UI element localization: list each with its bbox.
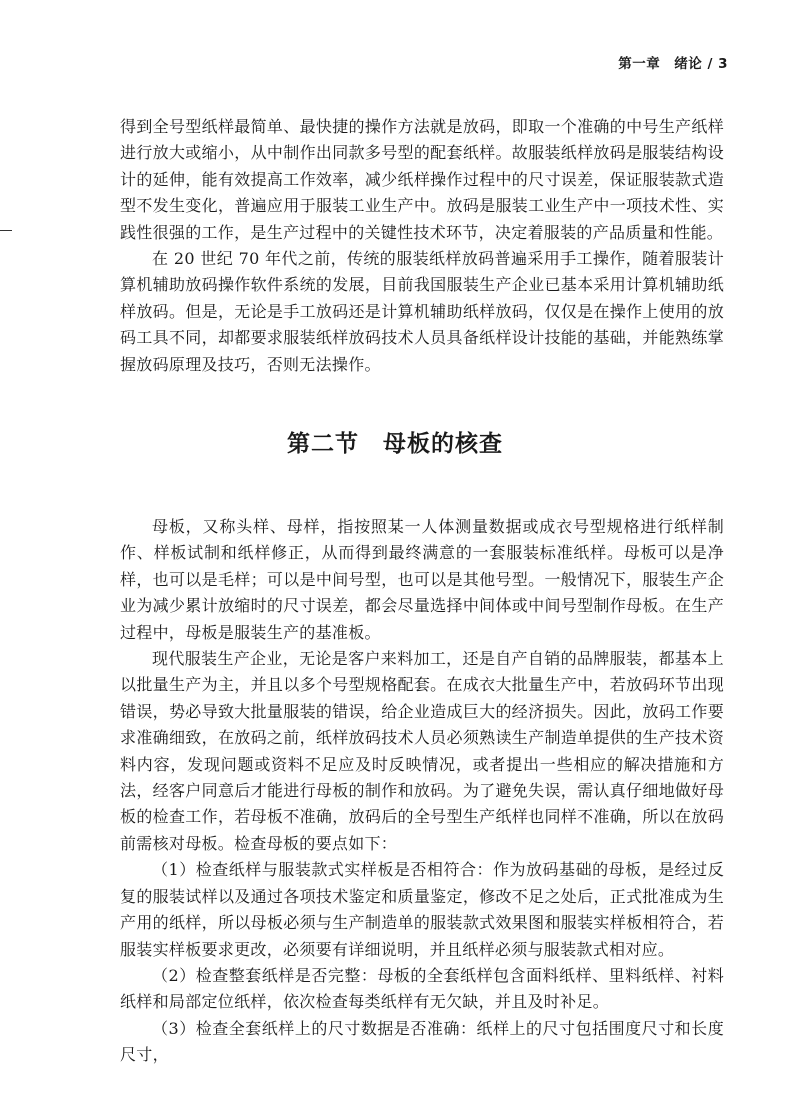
paragraph: 现代服装生产企业，无论是客户来料加工，还是自产自销的品牌服装，都基本上以批量生产为主，并且以多个号型规格配套。在成衣大批量生产中，若放码环节出现错误，势必导致大批量服装的错误，给企业造成巨大的经济损失。因此，放码工作要求准确细致，在放码之前，纸样放码技术人员必须熟读生产制造单提供的生产技术资料内容，发现问题或资料不足应及时反映情况，或者提出一些相应的解决措施和方法，经客户同意后才能进行母板的制作和放码。为了避免失误，需认真仔细地做好母板的检查工作，若母板不准确，放码后的全号型生产纸样也同样不准确，所以在放码前需核对母板。检查母板的要点如下： [120,649,724,853]
paragraph: 母板，又称头样、母样，指按照某一人体测量数据或成衣号型规格进行纸样制作、样板试制和纸样修正，从而得到最终满意的一套服装标准纸样。母板可以是净样，也可以是毛样；可以是中间号型，也可以是其他号型。一般情况下，服装生产企业为减少累计放缩时的尺寸误差，都会尽量选择中间体或中间号型制作母板。在生产过程中，母板是服装生产的基准板。 [120,517,724,642]
margin-mark [0,230,12,231]
paragraph: 在 20 世纪 70 年代之前，传统的服装纸样放码普遍采用手工操作，随着服装计算机辅助放码操作软件系统的发展，目前我国服装生产企业已基本采用计算机辅助纸样放码。但是，无论是手工放码还是计算机辅助纸样放码，仅仅是在操作上使用的放码工具不同，却都要求服装纸样放码技术人员具备纸样设计技能的基础，并能熟练掌握放码原理及技巧，否则无法操作。 [120,249,724,374]
section-title: 第二节 母板的核查 [287,430,503,457]
paragraph: （1）检查纸样与服装款式实样板是否相符合：作为放码基础的母板，是经过反复的服装试样以及通过各项技术鉴定和质量鉴定，修改不足之处后，正式批准成为生产用的纸样，所以母板必须与生产制造单的服装款式效果图和服装实样板相符合，若服装实样板要求更改，必须要有详细说明，并且纸样必须与服装款式相对应。 [120,860,724,959]
paragraph: （2）检查整套纸样是否完整：母板的全套纸样包含面料纸样、里料纸样、衬料纸样和局部定位纸样，依次检查每类纸样有无欠缺，并且及时补足。 [120,965,724,1012]
text-block-section [120,514,724,1069]
running-header: 第一章 绪论 / 3 [618,56,728,72]
paragraph: （3）检查全套纸样上的尺寸数据是否准确：纸样上的尺寸包括围度尺寸和长度尺寸， [120,1018,724,1065]
text-block-intro [120,114,724,378]
paragraph: 得到全号型纸样最简单、最快捷的操作方法就是放码，即取一个准确的中号生产纸样进行放大或缩小，从中制作出同款多号型的配套纸样。故服装纸样放码是服装结构设计的延伸，能有效提高工作效率，减少纸样操作过程中的尺寸误差，保证服装款式造型不发生变化，普遍应用于服装工业生产中。放码是服装工业生产中一项技术性、实践性很强的工作，是生产过程中的关键性技术环节，决定着服装的产品质量和性能。 [120,117,724,242]
